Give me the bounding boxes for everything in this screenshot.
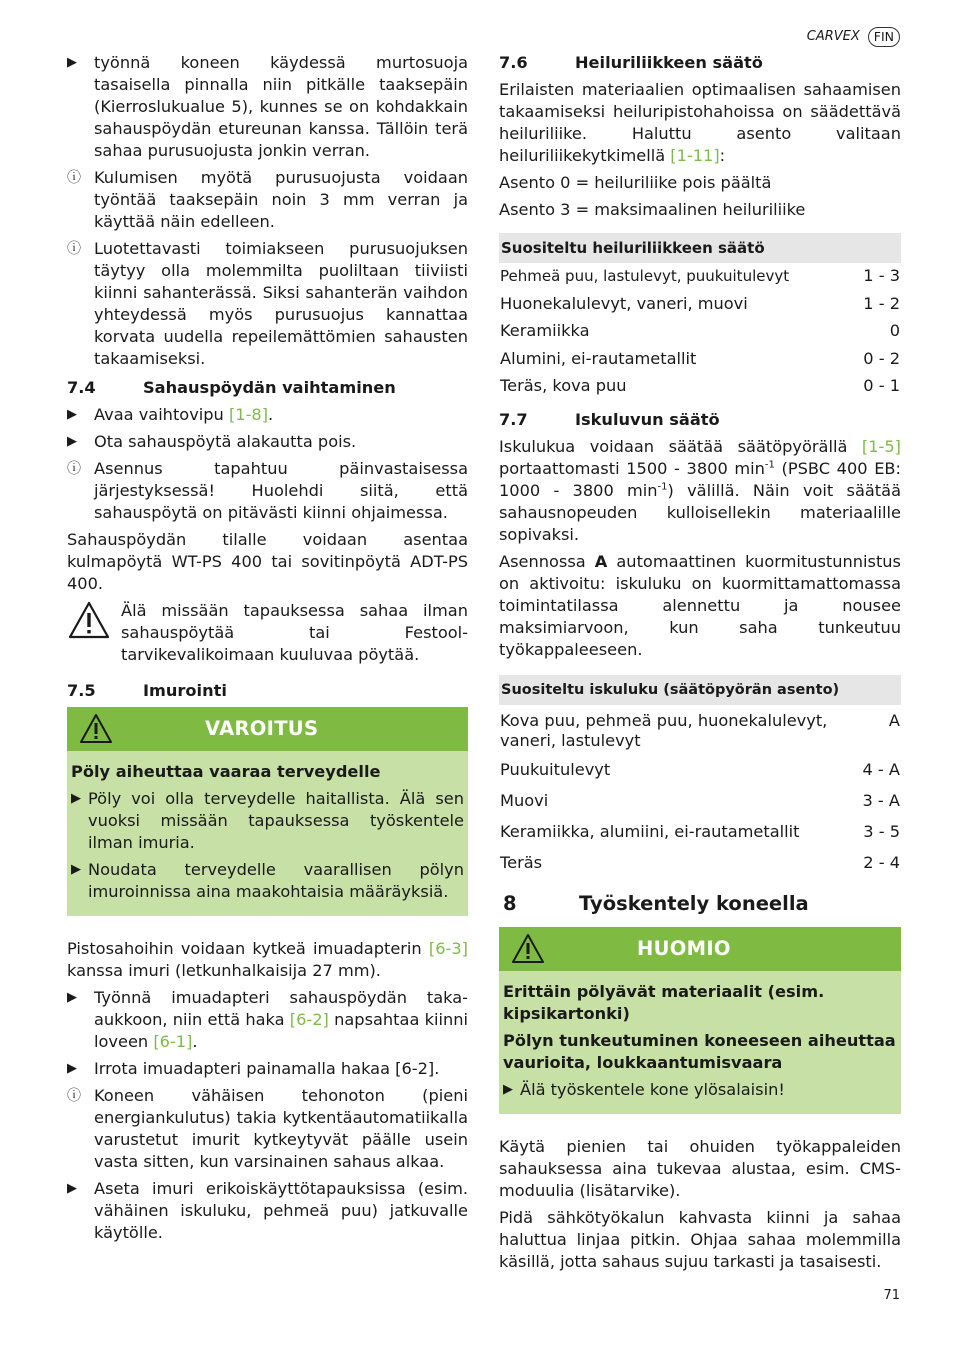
stroke-rate-table — [499, 675, 901, 879]
figure-reference[interactable]: [1-5] — [861, 436, 901, 456]
bullet-arrow-icon: ▶ — [67, 1181, 77, 1196]
list-item: ⓘ Koneen vähäisen tehonoton (pieni energiankulutus) takia kytkentäautomatiikalla varustetut imurit kytkeytyvät päälle usein vasta sitten, kun varsinainen sahaus alkaa. — [67, 1086, 468, 1171]
section-heading-8: 8 Työskentely koneella — [503, 891, 809, 915]
bullet-arrow-icon: ▶ — [71, 791, 81, 806]
table-header: Suositeltu iskuluku (säätöpyörän asento) — [499, 675, 901, 705]
section-heading-7-4: 7.4 Sahauspöydän vaihtaminen — [67, 378, 396, 397]
bullet-arrow-icon: ▶ — [67, 1061, 77, 1076]
warning-text: Älä missään tapauksessa sahaa ilman sahauspöytää tai Festool-tarvikevalikoimaan kuuluvaa pöytää. — [121, 601, 468, 664]
table-row: Keramiikka 0 — [499, 318, 901, 346]
list-item: ▶ Avaa vaihtovipu [1-8]. — [67, 405, 274, 424]
warning-note — [67, 600, 468, 666]
language-badge: FIN — [868, 27, 900, 47]
table-row: Kova puu, pehmeä puu, huonekalulevyt, vaneri, lastulevyt A — [499, 705, 901, 755]
list-item: ▶ Älä työskentele kone ylösalaisin! — [503, 1079, 785, 1099]
list-item: ▶ Irrota imuadapteri painamalla hakaa [6-2]. — [67, 1059, 440, 1078]
warning-label: VAROITUS — [205, 717, 319, 740]
warning-triangle-icon — [511, 933, 545, 965]
bullet-arrow-icon: ▶ — [71, 862, 81, 877]
list-item: ⓘ Asennus tapahtuu päinvastaisessa järjestyksessä! Huolehdi siitä, että sahauspöytä on pitävästi kiinni ohjaimessa. — [67, 459, 468, 522]
list-item: ▶ Noudata terveydelle vaarallisen pölyn imuroinnissa aina maakohtaisia määräyksiä. — [71, 860, 464, 901]
paragraph: Iskulukua voidaan säätää säätöpyörällä [1-5] portaattomasti 1500 - 3800 $\min^{-1}$ (PSBC 400 EB: 1000 - 3800 $\min^{-1}$) välillä. Näin voit säätää sahausnopeuden kulloisellekin materiaalille sopivaksi. — [499, 436, 901, 544]
info-icon: ⓘ — [67, 170, 81, 186]
brand-name: CARVEX — [806, 29, 860, 44]
bullet-arrow-icon: ▶ — [67, 55, 77, 70]
table-row: Muovi 3 - A — [499, 785, 901, 816]
warning-box — [67, 707, 468, 916]
table-row: Huonekalulevyt, vaneri, muovi 1 - 2 — [499, 290, 901, 318]
figure-reference[interactable]: [6-1] — [153, 1032, 193, 1051]
paragraph: Erilaisten materiaalien optimaalisen sahaamisen takaamiseksi heiluripistohahoissa on säädettävä heiluriliike. Haluttu asento valitaan heiluriliikekytkimellä [1-11]: — [499, 80, 901, 165]
caution-box-header — [499, 927, 901, 971]
caution-heading: Erittäin pölyävät materiaalit (esim. kipsikartonki) — [503, 981, 825, 1023]
list-item: ⓘ Kulumisen myötä purusuojusta voidaan työntää taaksepäin noin 3 mm verran ja käyttää näin edelleen. — [67, 168, 468, 231]
caution-heading: Pölyn tunkeutuminen koneeseen aiheuttaa vaurioita, loukkaantumisvaara — [503, 1030, 896, 1072]
list-item: ▶ Työnnä imuadapteri sahauspöydän taka-aukkoon, niin että haka [6-2] napsahtaa kiinni loveen [6-1]. — [67, 988, 468, 1051]
bullet-arrow-icon: ▶ — [67, 434, 77, 449]
table-row: Pehmeä puu, lastulevyt, puukuitulevyt 1 - 3 — [499, 263, 901, 290]
bullet-arrow-icon: ▶ — [67, 990, 77, 1005]
list-item: ⓘ Luotettavasti toimiakseen purusuojuksen täytyy olla molemmilta puoliltaan tiiviisti kiinni sahanterässä. Siksi sahanterän vaihdon yhteydessä myös purusuojus kannattaa korvata uudella repeilemättömien sahausten takaamiseksi. — [67, 239, 468, 368]
table-row: Teräs, kova puu 0 - 1 — [499, 373, 901, 401]
table-header: Suositeltu heiluriliikkeen säätö — [499, 233, 901, 263]
table-row: Puukuitulevyt 4 - A — [499, 754, 901, 785]
list-item: ▶ työnnä koneen käydessä murtosuoja tasaisella pinnalla niin pitkälle taaksepäin (Kierroslukualue 5), kunnes se on kohdakkain sahauspöydän etureunan kanssa. Tällöin terä sahaa purusuojusta jonkin verran. — [67, 53, 468, 160]
right-column — [499, 52, 901, 1278]
figure-reference[interactable]: [6-2] — [289, 1010, 329, 1029]
warning-box-header — [67, 707, 468, 751]
warning-heading: Pöly aiheuttaa vaaraa terveydelle — [71, 762, 381, 781]
section-heading-7-6: 7.6 Heiluriliikkeen säätö — [499, 53, 763, 72]
list-item: ▶ Aseta imuri erikoiskäyttötapauksissa (esim. vähäinen iskuluku, pehmeä puu) jatkuvalle käytölle. — [67, 1179, 468, 1242]
figure-reference[interactable]: [1-11] — [670, 146, 720, 165]
bullet-arrow-icon: ▶ — [67, 407, 77, 422]
caution-box — [499, 927, 901, 1114]
page-header — [807, 26, 900, 48]
paragraph: Sahauspöydän tilalle voidaan asentaa kulmapöytä WT-PS 400 tai sovitinpöytä ADT-PS 400. — [67, 530, 468, 593]
warning-triangle-icon — [79, 713, 113, 745]
list-item: ▶ Pöly voi olla terveydelle haitallista. Älä sen vuoksi missään tapauksessa työskentele ilman imuria. — [71, 789, 464, 852]
table-row: Teräs 2 - 4 — [499, 847, 901, 878]
caution-label: HUOMIO — [637, 936, 731, 960]
paragraph: Pistosahoihin voidaan kytkeä imuadapterin [6-3] kanssa imuri (letkunhalkaisija 27 mm). — [67, 939, 468, 980]
list-item: ▶ Ota sahauspöytä alakautta pois. — [67, 432, 357, 451]
figure-reference[interactable]: [1-8] — [228, 405, 269, 424]
paragraph: Asento 0 = heiluriliike pois päältä — [499, 173, 772, 192]
figure-reference[interactable]: [6-3] — [428, 939, 468, 958]
pendulum-settings-table — [499, 233, 901, 401]
left-column — [67, 52, 468, 1249]
info-icon: ⓘ — [67, 1088, 81, 1104]
paragraph: Pidä sähkötyökalun kahvasta kiinni ja sahaa haluttua linjaa pitkin. Ohjaa sahaa molemmilla käsillä, jotta sahaus sujuu tarkasti ja tasaisesti. — [499, 1207, 901, 1271]
info-icon: ⓘ — [67, 241, 81, 257]
paragraph: Käytä pienien tai ohuiden työkappaleiden sahauksessa aina tukevaa alustaa, esim. CMS-moduulia (lisätarvike). — [499, 1136, 901, 1200]
info-icon: ⓘ — [67, 461, 81, 477]
section-heading-7-7: 7.7 Iskuluvun säätö — [499, 409, 720, 429]
warning-triangle-icon — [67, 600, 111, 640]
table-row: Alumini, ei-rautametallit 0 - 2 — [499, 345, 901, 373]
paragraph: Asennossa A automaattinen kuormitustunnistus on aktivoitu: iskuluku on kuormittamattomassa toimintatilassa alennettu ja nousee maksimiarvoon, kun saha tunkeutuu työkappaleeseen. — [499, 551, 901, 659]
table-row: Keramiikka, alumiini, ei-rautametallit 3 - 5 — [499, 816, 901, 847]
page-number: 71 — [883, 1288, 900, 1303]
paragraph: Asento 3 = maksimaalinen heiluriliike — [499, 200, 806, 219]
section-heading-7-5: 7.5 Imurointi — [67, 681, 227, 700]
bullet-arrow-icon: ▶ — [503, 1081, 513, 1097]
